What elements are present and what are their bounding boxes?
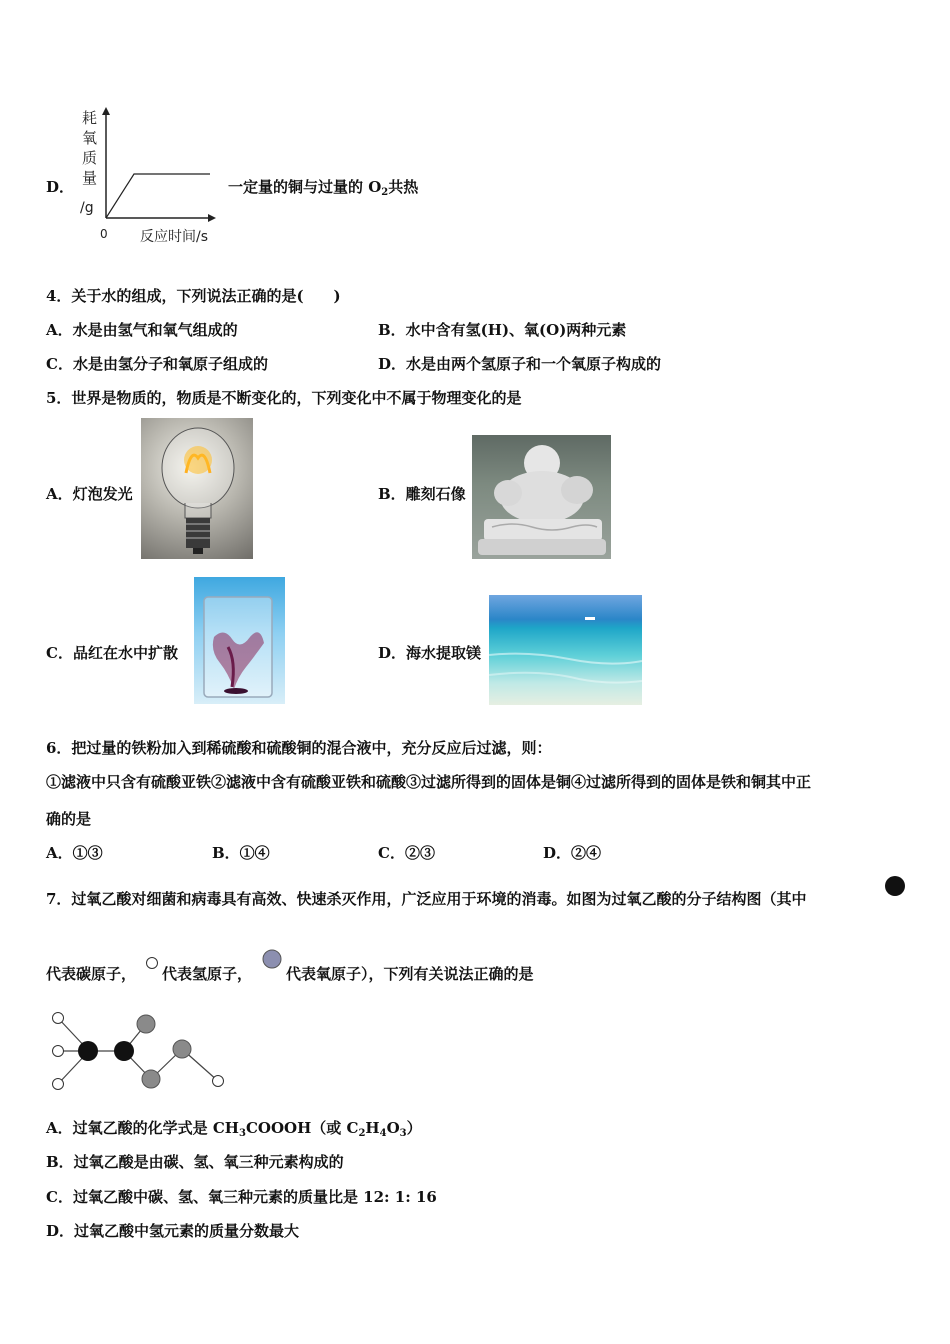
carbon-atom [78,1041,98,1061]
q5-option-c: C．品红在水中扩散 [46,644,178,662]
q6-option-d: D．②④ [543,844,602,862]
q6-option-b: B．①④ [212,844,270,862]
q7-option-c: C．过氧乙酸中碳、氢、氧三种元素的质量比是 12: 1: 16 [46,1188,437,1206]
light-bulb-photo [141,418,253,559]
q5-option-d: D．海水提取镁 [378,644,482,662]
hydrogen-atom [53,1079,64,1090]
oxygen-atom [173,1040,191,1058]
hydrogen-atom-legend-icon [144,955,160,971]
hydrogen-atom [53,1013,64,1024]
stone-statue-photo [472,435,611,559]
oxygen-atom [137,1015,155,1033]
q4-option-c: C．水是由氢分子和氧原子组成的 [46,355,268,373]
oxygen-consumption-graph [76,105,226,245]
oxygen-atom-legend-icon [261,948,283,970]
carbon-atom [114,1041,134,1061]
q6-option-c: C．②③ [378,844,435,862]
graph-origin: 0 [100,227,108,241]
q4-option-b: B．水中含有氢(H)、氧(O)两种元素 [378,321,627,339]
q6-stem: 6．把过量的铁粉加入到稀硫酸和硫酸铜的混合液中，充分反应后过滤，则： [46,739,552,757]
q4-option-a: A．水是由氢气和氧气组成的 [46,321,238,339]
q5-stem: 5．世界是物质的，物质是不断变化的，下列变化中不属于物理变化的是 [46,389,522,407]
q7-legend-oxygen: 代表氧原子），下列有关说法正确的是 [286,965,534,983]
beaker-dye-photo [194,577,285,704]
q7-option-a: A．过氧乙酸的化学式是 $CH_3COOOH$（或 $C_2H_4O_3$） [46,1119,422,1139]
q4-stem: 4．关于水的组成，下列说法正确的是( ) [46,287,341,305]
q7-legend-hydrogen: 代表氢原子， [162,965,253,983]
hydrogen-atom [213,1076,224,1087]
q6-option-a: A．①③ [46,844,103,862]
q7-legend-carbon: 代表碳原子， [46,965,137,983]
q7-option-d: D．过氧乙酸中氢元素的质量分数最大 [46,1222,300,1240]
graph-ylabel-0: 耗 [82,109,98,127]
graph-ylabel-2: 质 [82,149,98,167]
graph-ylabel-3: 量 [82,169,98,187]
peracetic-acid-molecule-diagram [46,1008,236,1094]
q4-option-d: D．水是由两个氢原子和一个氧原子构成的 [378,355,662,373]
q3-option-d-label: D． [46,178,75,196]
q3-option-d-text: 一定量的铜与过量的 $O_2$共热 [228,178,419,198]
q5-option-a: A．灯泡发光 [46,485,133,503]
sea-water-photo [489,595,642,705]
graph-xlabel: 反应时间/s [140,229,209,245]
hydrogen-atom [53,1046,64,1057]
q7-stem: 7．过氧乙酸对细菌和病毒具有高效、快速杀灭作用，广泛应用于环境的消毒。如图为过氧乙酸的分子结构图（其中 [46,890,807,908]
carbon-atom-legend-icon [883,874,907,898]
graph-ylabel-1: 氧 [82,129,98,147]
q5-option-b: B．雕刻石像 [378,485,466,503]
q7-option-b: B．过氧乙酸是由碳、氢、氧三种元素构成的 [46,1153,344,1171]
oxygen-atom [142,1070,160,1088]
q6-statements: ①滤液中只含有硫酸亚铁②滤液中含有硫酸亚铁和硫酸③过滤所得到的固体是铜④过滤所得到的固体是铁和铜其中正 [46,773,812,791]
q6-statements-cont: 确的是 [46,810,92,828]
graph-ylabel-4: /g [80,200,94,216]
